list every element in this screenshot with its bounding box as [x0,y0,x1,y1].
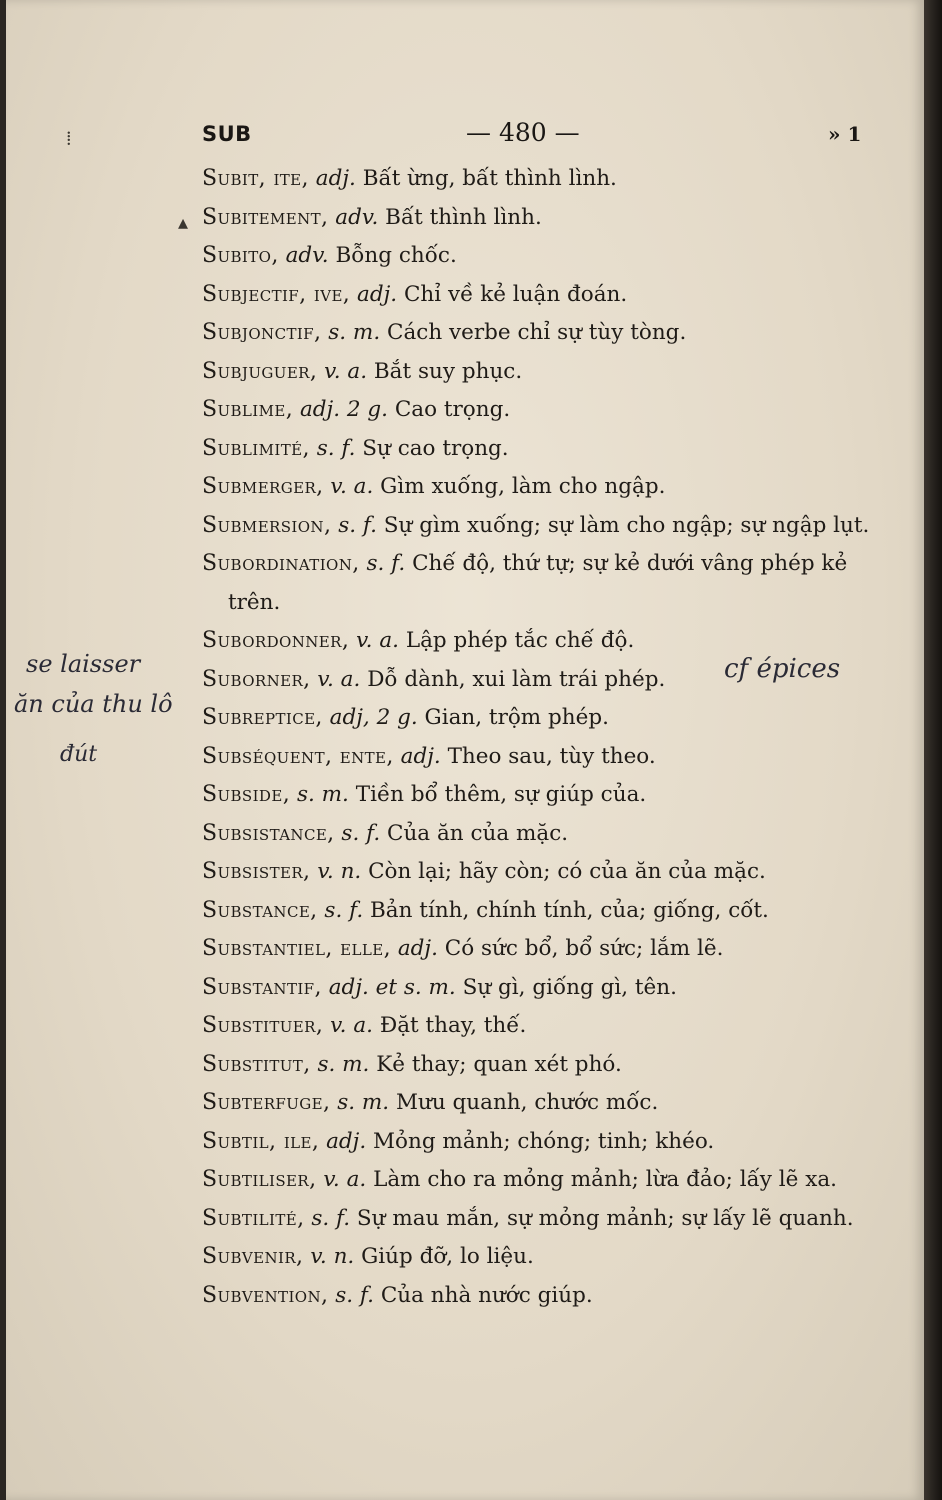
entry-headword: Subreptice, [202,705,323,730]
dictionary-entry [202,738,902,777]
entry-headword: Subjonctif, [202,320,322,345]
entry-grammar: s. f. [338,512,377,538]
entry-headword: Substantiel, elle, [202,936,391,961]
entry-grammar: s. m. [317,1051,370,1077]
dictionary-entry [202,507,902,546]
entry-definition: Chỉ về kẻ luận đoán. [403,281,628,307]
entry-definition: Cao trọng. [394,397,511,422]
entry-headword: Subside, [202,782,291,807]
entry-grammar: s. f. [311,1205,351,1231]
entry-headword: Subit, ite, [202,166,309,191]
entry-definition: Cách verbe chỉ sự tùy tòng. [387,320,687,345]
entry-grammar: adj. [357,281,398,307]
entry-grammar: s. f. [324,897,364,923]
entry-grammar: adj. [326,1128,367,1154]
entry-headword: Subordonner, [202,628,350,653]
dictionary-entry [202,1238,902,1277]
entry-headword: Substantif, [202,974,322,1000]
entry-grammar: adj. [397,936,438,961]
entry-headword: Sublimité, [202,435,310,461]
dictionary-entry [202,969,902,1008]
dictionary-page [6,0,924,1500]
dictionary-entry [202,815,902,854]
entry-definition: Chế độ, thứ tự; sự kẻ dưới vâng phép kẻ [412,551,848,576]
dictionary-entry [202,1161,902,1200]
entry-definition: Bản tính, chính tính, của; giống, cốt. [370,897,769,923]
entry-headword: Subjectif, ive, [202,281,351,307]
entry-grammar: v. a. [323,1167,367,1192]
entry-grammar: v. a. [330,1013,373,1038]
entry-definition: Bất ừng, bất thình lình. [362,166,617,191]
running-head: SUB [202,122,252,146]
dictionary-entry [202,584,902,623]
entry-definition: Sự gì, giống gì, tên. [462,974,677,1000]
entry-headword: Submerger, [202,474,324,499]
entry-grammar: s. f. [366,551,406,576]
entry-headword: Subtilité, [202,1205,305,1231]
corner-mark: » 1 [828,122,862,146]
margin-bullet: ▴ [178,210,189,234]
entry-headword: Suborner, [202,666,311,692]
entry-grammar: v. n. [317,859,362,884]
entry-headword: Subterfuge, [202,1090,331,1115]
dictionary-entry [202,237,902,276]
entry-definition: Của nhà nước giúp. [380,1282,593,1308]
dictionary-entry [202,430,902,469]
dictionary-entry [202,776,902,815]
entry-grammar: adj. [400,743,441,769]
entry-definition: Giúp đỡ, lo liệu. [361,1244,534,1269]
entry-headword: Sublime, [202,397,294,422]
dictionary-entry [202,391,902,430]
entry-headword: Subvention, [202,1282,329,1308]
dictionary-entry [202,545,902,584]
handwritten-right-note: cf épices [724,654,841,684]
dictionary-entry [202,199,902,238]
entry-headword: Subitement, [202,204,329,230]
dictionary-entry [202,1046,902,1085]
dictionary-entry [202,699,902,738]
handwritten-margin-note-1: se laisser [26,650,141,678]
handwritten-margin-note-3: đút [60,742,98,767]
entry-grammar: adj. et s. m. [328,974,456,1000]
entry-definition: Có sức bổ, bổ sức; lắm lẽ. [444,936,724,961]
page-number: — 480 — [466,118,580,147]
entry-grammar: s. f. [341,820,381,846]
entry-grammar: s. m. [328,320,381,345]
entry-grammar: v. a. [356,628,399,653]
entry-definition: Bỗng chốc. [335,243,457,268]
entry-definition: Bắt suy phục. [373,358,523,384]
entry-grammar: v. a. [330,474,374,499]
entry-grammar: adj. 2 g. [299,397,388,422]
entry-definition: Mưu quanh, chước mốc. [395,1090,659,1115]
dictionary-entry [202,276,902,315]
entry-headword: Submersion, [202,512,332,538]
dictionary-entry [202,1007,902,1046]
entry-grammar: adv. [335,204,379,230]
entry-headword: Subséquent, ente, [202,743,394,769]
entry-definition: Dỗ dành, xui làm trái phép. [367,666,666,692]
entry-definition: Lập phép tắc chế độ. [405,628,635,653]
dictionary-entry [202,853,902,892]
entry-definition: Tiền bổ thêm, sự giúp của. [355,782,647,807]
entry-definition: Mỏng mảnh; chóng; tinh; khéo. [373,1128,715,1154]
entry-definition: Còn lại; hãy còn; có của ăn của mặc. [368,859,766,884]
entry-grammar: adj, 2 g. [329,705,418,730]
dictionary-entry [202,160,902,199]
entry-definition: Theo sau, tùy theo. [447,743,656,769]
entry-headword: Subjuguer, [202,358,318,384]
entry-headword: Subtiliser, [202,1167,317,1192]
entry-grammar: s. m. [337,1090,390,1115]
entry-definition: Của ăn của mặc. [387,820,569,846]
entry-definition: trên. [228,589,281,615]
entry-headword: Subito, [202,243,279,268]
entry-grammar: v. a. [317,666,361,692]
entry-headword: Subvenir, [202,1244,304,1269]
margin-tick: ⁞ [66,126,72,150]
handwritten-margin-note-2: ăn của thu lô [14,690,173,718]
dictionary-entry [202,1123,902,1162]
entry-list [202,160,902,1315]
entry-grammar: adj. [315,166,356,191]
entry-headword: Substitut, [202,1051,311,1077]
dictionary-entry [202,353,902,392]
page-header [6,116,924,156]
entry-definition: Đặt thay, thế. [379,1013,527,1038]
entry-headword: Subordination, [202,551,360,576]
entry-definition: Sự gìm xuống; sự làm cho ngập; sự ngập lụt. [383,512,870,538]
dictionary-entry [202,314,902,353]
dictionary-entry [202,1277,902,1316]
entry-headword: Subsistance, [202,820,335,846]
dictionary-entry [202,892,902,931]
entry-definition: Bất thình lình. [385,204,542,230]
entry-grammar: adv. [285,243,329,268]
entry-definition: Làm cho ra mỏng mảnh; lừa đảo; lấy lẽ xa. [373,1167,837,1192]
dictionary-entry [202,1084,902,1123]
entry-headword: Substance, [202,897,318,923]
entry-definition: Sự cao trọng. [362,435,509,461]
entry-grammar: s. f. [335,1282,374,1308]
dictionary-entry [202,468,902,507]
entry-headword: Subtil, ile, [202,1128,320,1154]
entry-grammar: s. f. [316,435,356,461]
book-spine-edge [924,0,942,1500]
entry-definition: Kẻ thay; quan xét phó. [376,1051,622,1077]
entry-headword: Subsister, [202,859,311,884]
entry-definition: Sự mau mắn, sự mỏng mảnh; sự lấy lẽ quanh. [356,1205,854,1231]
dictionary-entry [202,930,902,969]
dictionary-entry [202,1200,902,1239]
entry-grammar: v. n. [310,1244,355,1269]
entry-definition: Gian, trộm phép. [424,705,609,730]
entry-definition: Gìm xuống, làm cho ngập. [380,474,666,499]
entry-grammar: s. m. [296,782,349,807]
entry-headword: Substituer, [202,1013,324,1038]
entry-grammar: v. a. [324,358,368,384]
